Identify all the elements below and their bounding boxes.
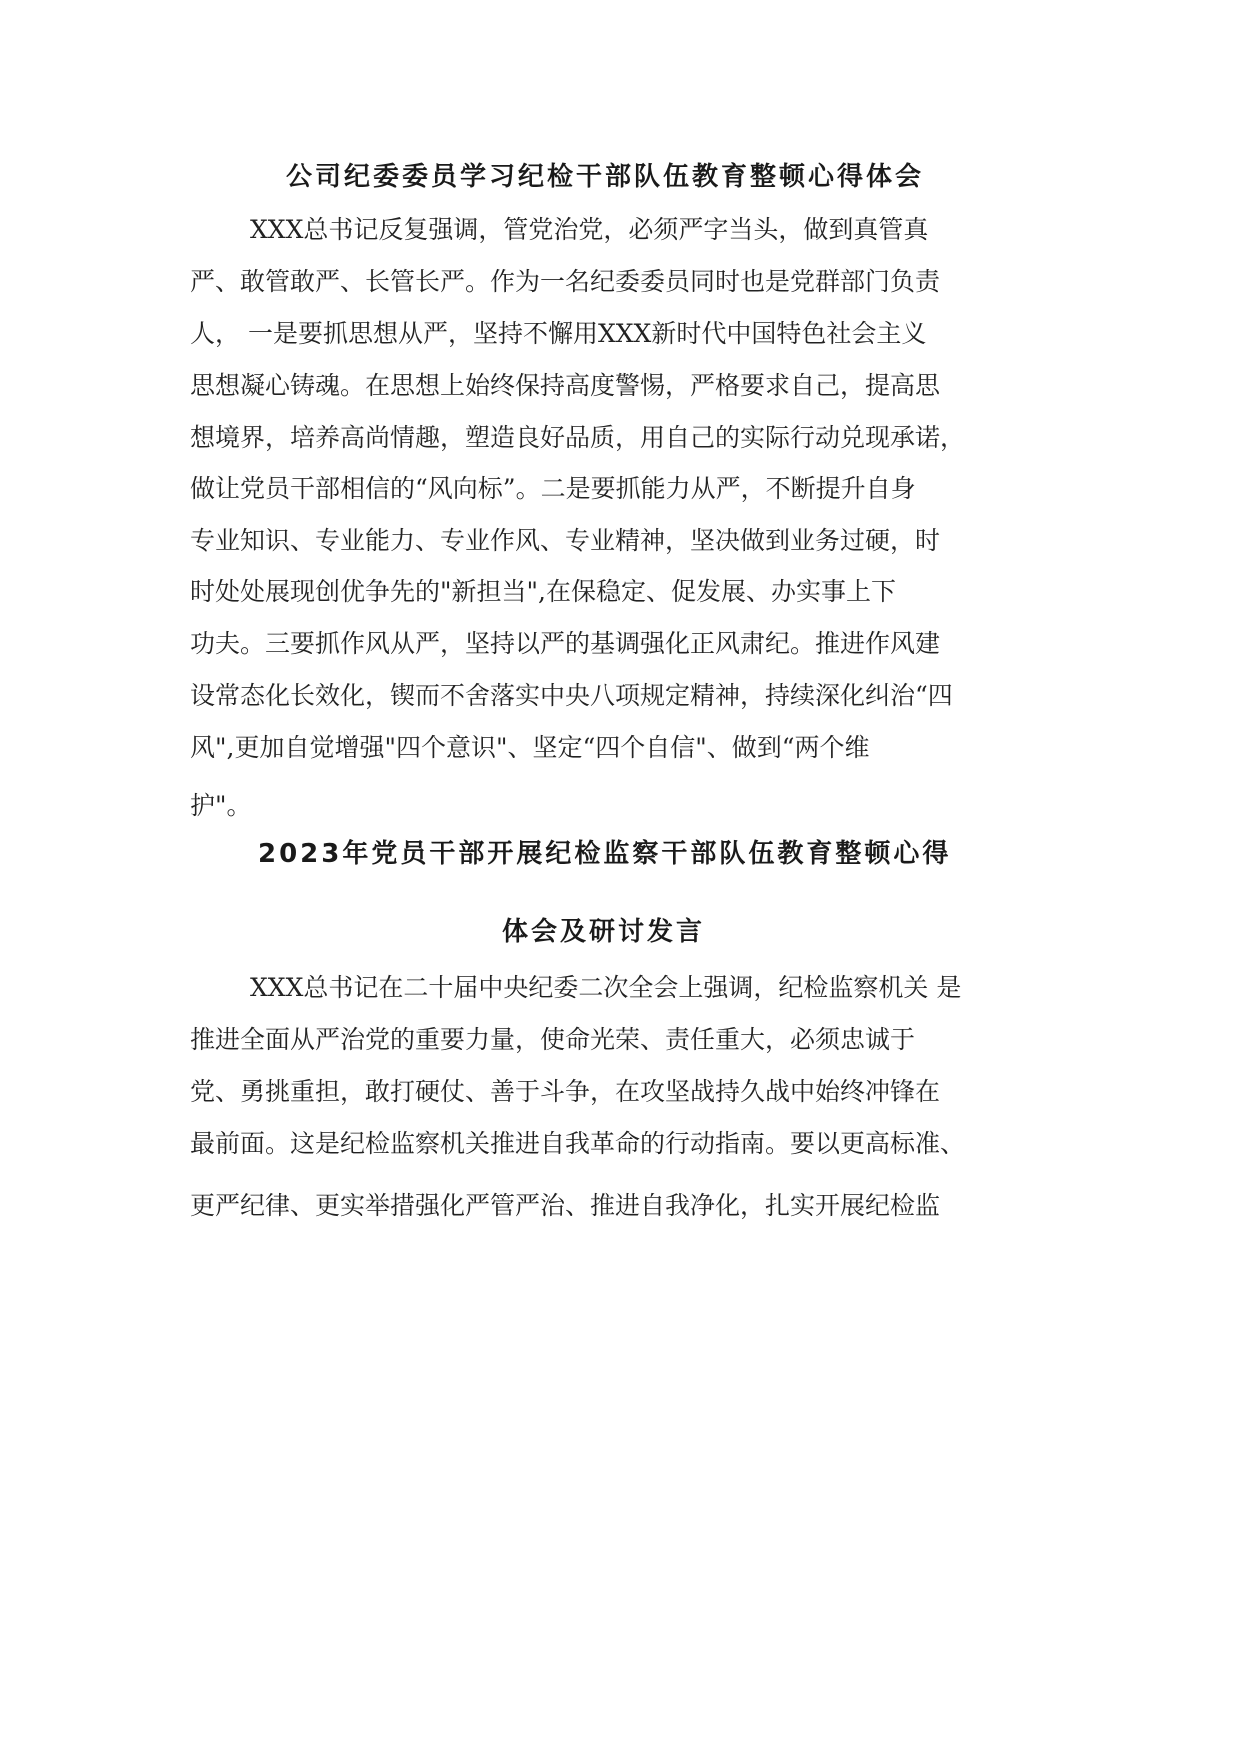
paragraph-line: 风",更加自觉增强"四个意识"、坚定“四个自信"、做到“两个维 xyxy=(190,733,870,762)
paragraph-line: 功夫。三要抓作风从严，坚持以严的基调强化正风肃纪。推进作风建 xyxy=(190,629,941,658)
paragraph-line: 人， 一是要抓思想从严，坚持不懈用XXX新时代中国特色社会主义 xyxy=(190,319,927,348)
paragraph-line: XXX总书记反复强调，管党治党，必须严字当头，做到真管真 xyxy=(250,215,929,244)
paragraph-line: 严、敢管敢严、长管长严。作为一名纪委委员同时也是党群部门负责 xyxy=(190,267,941,296)
article-title: 公司纪委委员学习纪检干部队伍教育整顿心得体会 xyxy=(286,162,925,192)
paragraph-line: 设常态化长效化，锲而不舍落实中央八项规定精神，持续深化纠治“四 xyxy=(190,681,953,710)
paragraph-line: 专业知识、专业能力、专业作风、专业精神，坚决做到业务过硬，时 xyxy=(190,526,941,555)
paragraph-line: 时处处展现创优争先的"新担当",在保稳定、促发展、办实事上下 xyxy=(190,577,896,606)
paragraph-line: XXX总书记在二十届中央纪委二次全会上强调，纪检监察机关 是 xyxy=(250,973,962,1002)
article-title-line-1: 2023年党员干部开展纪检监察干部队伍教育整顿心得 xyxy=(258,839,952,869)
paragraph-line: 最前面。这是纪检监察机关推进自我革命的行动指南。要以更高标准、 xyxy=(190,1129,966,1158)
paragraph-line: 推进全面从严治党的重要力量，使命光荣、责任重大，必须忠诚于 xyxy=(190,1025,916,1054)
article-title-line-2: 体会及研讨发言 xyxy=(502,917,706,947)
paragraph-line: 党、勇挑重担，敢打硬仗、善于斗争，在攻坚战持久战中始终冲锋在 xyxy=(190,1077,941,1106)
paragraph-line: 护"。 xyxy=(190,791,252,820)
paragraph-line: 想境界，培养高尚情趣，塑造良好品质，用自己的实际行动兑现承诺， xyxy=(190,423,966,452)
paragraph-line: 更严纪律、更实举措强化严管严治、推进自我净化，扎实开展纪检监 xyxy=(190,1191,941,1220)
paragraph-line: 思想凝心铸魂。在思想上始终保持高度警惕，严格要求自己，提高思 xyxy=(190,371,941,400)
paragraph-line: 做让党员干部相信的“风向标”。二是要抓能力从严，不断提升自身 xyxy=(190,474,916,503)
